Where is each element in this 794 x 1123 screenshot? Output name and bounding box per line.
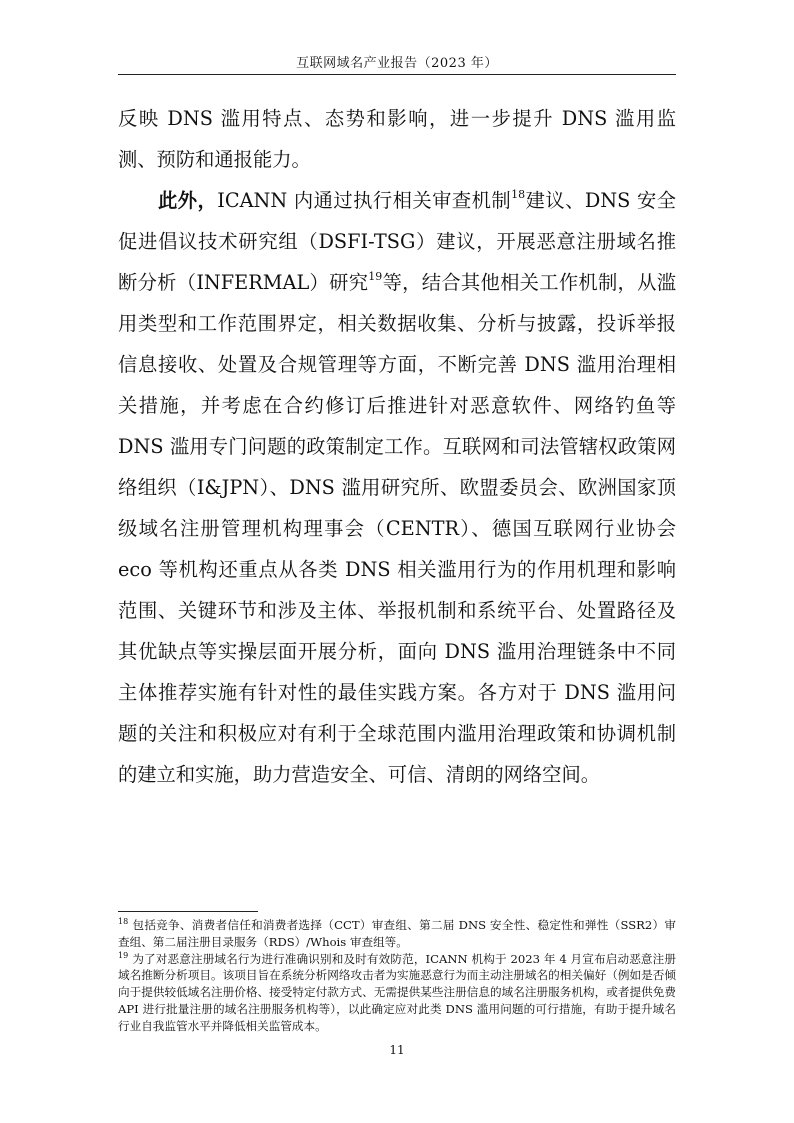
footnote-ref-18[interactable]: 18 xyxy=(511,187,526,201)
footnote-text: 为了对恶意注册域名行为进行准确识别和及时有效防范，ICANN 机构于 2023 年 4 月宣布启动恶意注册域名推断分析项目。该项目旨在系统分析网络攻击者为实施恶意行为而主动注册域名的相关偏好（例如是否倾向于提供较低域名注册价格、接受特定付款方式、无需提供某些注册信息的域名注册服务机构，或者提供免费 API 进行批量注册的域名注册服务机构等），以此确定应对此类 DNS 滥用问题的可行措施，有助于提升域名行业自我监管水平并降低相关监管成本。 xyxy=(118,951,676,1033)
main-body xyxy=(118,98,676,795)
paragraph-lead: 此外， xyxy=(158,189,218,212)
paragraph-text: 建议、DNS 安全促进倡议技术研究组（DSFI-TSG）建议，开展恶意注册域名推断分析（INFERMAL）研究 xyxy=(118,189,677,294)
footnotes xyxy=(118,917,676,1035)
paragraph-2 xyxy=(118,180,676,795)
running-header: 互联网域名产业报告（2023 年） xyxy=(296,56,498,71)
footnote-number: 18 xyxy=(118,917,129,927)
header-divider xyxy=(118,74,676,75)
footnote-number: 19 xyxy=(118,950,129,960)
footnote-ref-19[interactable]: 19 xyxy=(368,269,383,283)
footnote-19 xyxy=(118,951,676,1035)
paragraph-1: 反映 DNS 滥用特点、态势和影响，进一步提升 DNS 滥用监测、预防和通报能力。 xyxy=(118,107,676,171)
footnote-18 xyxy=(118,917,676,951)
paragraph-text: ICANN 内通过执行相关审查机制 xyxy=(217,189,512,212)
footnote-text: 包括竞争、消费者信任和消费者选择（CCT）审查组、第二届 DNS 安全性、稳定性和弹性（SSR2）审查组、第二届注册目录服务（RDS）/Whois 审查组等。 xyxy=(118,918,676,949)
page-number: 11 xyxy=(389,1043,405,1057)
footnote-divider xyxy=(118,911,258,912)
paragraph-text: 等，结合其他相关工作机制，从滥用类型和工作范围界定，相关数据收集、分析与披露，投诉举报信息接收、处置及合规管理等方面，不断完善 DNS 滥用治理相关措施，并考虑在合约修订后推进针对恶意软件、网络钓鱼等 DNS 滥用专门问题的政策制定工作。互联网和司法管辖权政策网络组织（I&JPN）、DNS 滥用研究所、欧盟委员会、欧洲国家顶级域名注册管理机构理事会（CENTR）、德国互联网行业协会 eco 等机构还重点从各类 DNS 相关滥用行为的作用机理和影响范围、关键环节和涉及主体、举报机制和系统平台、处置路径及其优缺点等实操层面开展分析，面向 DNS 滥用治理链条中不同主体推荐实施有针对性的最佳实践方案。各方对于 DNS 滥用问题的关注和积极应对有利于全球范围内滥用治理政策和协调机制的建立和实施，助力营造安全、可信、清朗的网络空间。 xyxy=(118,271,676,786)
